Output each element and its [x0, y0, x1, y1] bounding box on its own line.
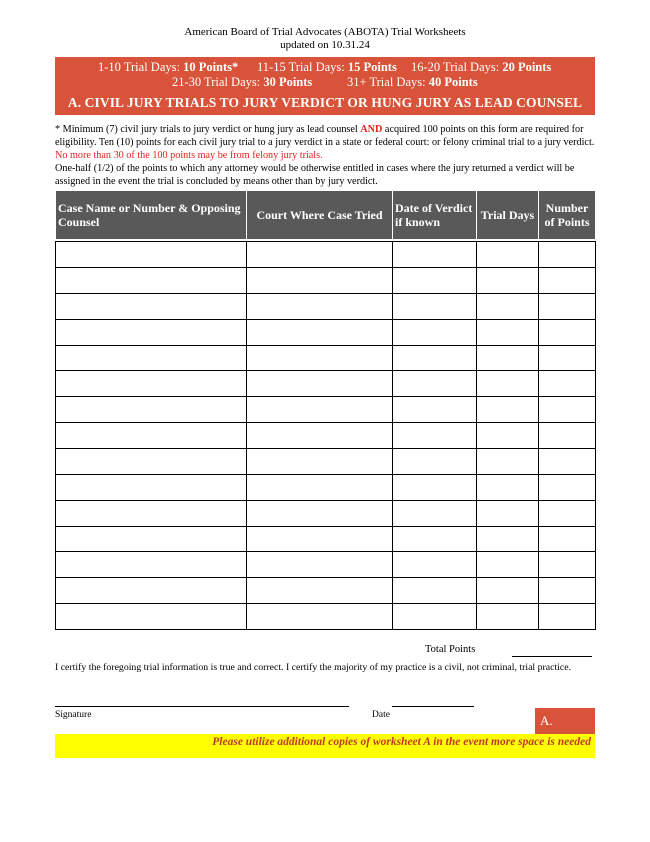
- total-points-label: Total Points: [425, 644, 476, 655]
- half-points-paragraph: One-half (1/2) of the points to which any attorney would be otherwise entitled in cases where the jury returned a verdict will be assigned in the event the trial is concluded by means other than by jury verdict.: [55, 163, 575, 187]
- table-cell[interactable]: [477, 319, 539, 345]
- table-row: [56, 578, 596, 604]
- table-cell[interactable]: [56, 319, 247, 345]
- table-cell[interactable]: [247, 319, 393, 345]
- signature-label: Signature: [55, 710, 92, 720]
- table-header-row: [56, 191, 596, 240]
- table-row: [56, 242, 596, 268]
- table-cell[interactable]: [539, 371, 596, 397]
- table-cell[interactable]: [247, 578, 393, 604]
- eligibility-notes: [55, 123, 600, 188]
- table-cell[interactable]: [539, 474, 596, 500]
- table-cell[interactable]: [247, 552, 393, 578]
- table-cell[interactable]: [56, 448, 247, 474]
- table-cell[interactable]: [393, 474, 477, 500]
- table-cell[interactable]: [393, 319, 477, 345]
- certification-statement: I certify the foregoing trial information is true and correct. I certify the majority of my practice is a civil, not criminal, trial practice.: [55, 662, 572, 673]
- table-cell[interactable]: [539, 448, 596, 474]
- table-cell[interactable]: [247, 500, 393, 526]
- table-cell[interactable]: [247, 474, 393, 500]
- table-cell[interactable]: [477, 500, 539, 526]
- table-cell[interactable]: [247, 526, 393, 552]
- table-cell[interactable]: [539, 345, 596, 371]
- table-cell[interactable]: [393, 397, 477, 423]
- col-trial-days: Trial Days: [477, 191, 539, 240]
- table-cell[interactable]: [477, 474, 539, 500]
- date-label: Date: [372, 710, 390, 720]
- table-cell[interactable]: [56, 345, 247, 371]
- table-row: [56, 474, 596, 500]
- table-cell[interactable]: [477, 423, 539, 449]
- table-cell[interactable]: [477, 345, 539, 371]
- table-cell[interactable]: [56, 604, 247, 630]
- table-cell[interactable]: [393, 267, 477, 293]
- col-case-name: Case Name or Number & Opposing Counsel: [56, 191, 247, 240]
- table-cell[interactable]: [247, 345, 393, 371]
- table-cell[interactable]: [477, 267, 539, 293]
- table-row: [56, 319, 596, 345]
- points-item: 16-20 Trial Days: 20 Points: [411, 60, 552, 74]
- points-item: 1-10 Trial Days: 10 Points*: [98, 60, 239, 74]
- table-cell[interactable]: [539, 552, 596, 578]
- points-item: 11-15 Trial Days: 15 Points: [257, 60, 397, 74]
- table-cell[interactable]: [56, 293, 247, 319]
- col-points: Number of Points: [539, 191, 596, 240]
- table-cell[interactable]: [56, 267, 247, 293]
- table-cell[interactable]: [477, 604, 539, 630]
- table-cell[interactable]: [539, 526, 596, 552]
- table-cell[interactable]: [247, 423, 393, 449]
- table-row: [56, 604, 596, 630]
- table-cell[interactable]: [539, 267, 596, 293]
- table-row: [56, 345, 596, 371]
- table-cell[interactable]: [539, 319, 596, 345]
- total-points-field[interactable]: [512, 656, 592, 657]
- table-cell[interactable]: [393, 526, 477, 552]
- table-cell[interactable]: [539, 293, 596, 319]
- table-row: [56, 293, 596, 319]
- date-field[interactable]: [392, 706, 474, 707]
- updated-date: updated on 10.31.24: [280, 39, 370, 51]
- footer-note: Please utilize additional copies of worksheet A in the event more space is needed: [212, 736, 591, 748]
- table-cell[interactable]: [56, 578, 247, 604]
- table-cell[interactable]: [56, 371, 247, 397]
- table-cell[interactable]: [247, 604, 393, 630]
- table-row: [56, 500, 596, 526]
- table-cell[interactable]: [393, 448, 477, 474]
- table-cell[interactable]: [247, 293, 393, 319]
- table-cell[interactable]: [56, 552, 247, 578]
- table-row: [56, 526, 596, 552]
- table-cell[interactable]: [247, 242, 393, 268]
- col-verdict-date: Date of Verdict if known: [393, 191, 477, 240]
- trials-table: [55, 190, 596, 630]
- table-cell[interactable]: [56, 500, 247, 526]
- table-cell[interactable]: [393, 604, 477, 630]
- table-cell[interactable]: [539, 242, 596, 268]
- worksheet-badge: A.: [535, 708, 595, 734]
- table-cell[interactable]: [477, 578, 539, 604]
- table-cell[interactable]: [393, 293, 477, 319]
- table-cell[interactable]: [539, 578, 596, 604]
- points-banner: [55, 57, 595, 115]
- table-cell[interactable]: [477, 293, 539, 319]
- table-row: [56, 267, 596, 293]
- points-item: 21-30 Trial Days: 30 Points: [172, 75, 313, 89]
- table-row: [56, 448, 596, 474]
- table-cell[interactable]: [477, 371, 539, 397]
- table-cell[interactable]: [56, 242, 247, 268]
- table-cell[interactable]: [393, 500, 477, 526]
- table-cell[interactable]: [247, 448, 393, 474]
- table-cell[interactable]: [56, 474, 247, 500]
- table-row: [56, 423, 596, 449]
- table-row: [56, 552, 596, 578]
- table-cell[interactable]: [539, 500, 596, 526]
- points-item: 31+ Trial Days: 40 Points: [347, 75, 478, 89]
- table-cell[interactable]: [393, 423, 477, 449]
- table-cell[interactable]: [477, 526, 539, 552]
- table-cell[interactable]: [477, 397, 539, 423]
- table-cell[interactable]: [393, 552, 477, 578]
- eligibility-paragraph: * Minimum (7) civil jury trials to jury verdict or hung jury as lead counsel AND acquired 100 points on this form are required for eligibility. Ten (10) points for each civil jury trial to a jury verdict in a state or federal court: or felony criminal trial to a jury verdict. No more than 30 of the 100 points may be from felony jury trials.: [55, 124, 595, 161]
- table-cell[interactable]: [393, 242, 477, 268]
- table-cell[interactable]: [477, 552, 539, 578]
- document-title: American Board of Trial Advocates (ABOTA) Trial Worksheets: [184, 26, 466, 38]
- table-cell[interactable]: [477, 242, 539, 268]
- table-cell[interactable]: [539, 397, 596, 423]
- table-cell[interactable]: [477, 448, 539, 474]
- table-cell[interactable]: [393, 345, 477, 371]
- signature-field[interactable]: [55, 706, 349, 707]
- footer-note-bar: [55, 734, 595, 758]
- table-cell[interactable]: [539, 604, 596, 630]
- table-row: [56, 371, 596, 397]
- table-cell[interactable]: [247, 371, 393, 397]
- col-court: Court Where Case Tried: [247, 191, 393, 240]
- table-cell[interactable]: [56, 526, 247, 552]
- section-title: A. CIVIL JURY TRIALS TO JURY VERDICT OR HUNG JURY AS LEAD COUNSEL: [67, 95, 583, 110]
- table-cell[interactable]: [393, 371, 477, 397]
- table-cell[interactable]: [56, 423, 247, 449]
- table-cell[interactable]: [247, 267, 393, 293]
- table-cell[interactable]: [56, 397, 247, 423]
- table-row: [56, 397, 596, 423]
- table-cell[interactable]: [247, 397, 393, 423]
- table-cell[interactable]: [539, 423, 596, 449]
- table-cell[interactable]: [393, 578, 477, 604]
